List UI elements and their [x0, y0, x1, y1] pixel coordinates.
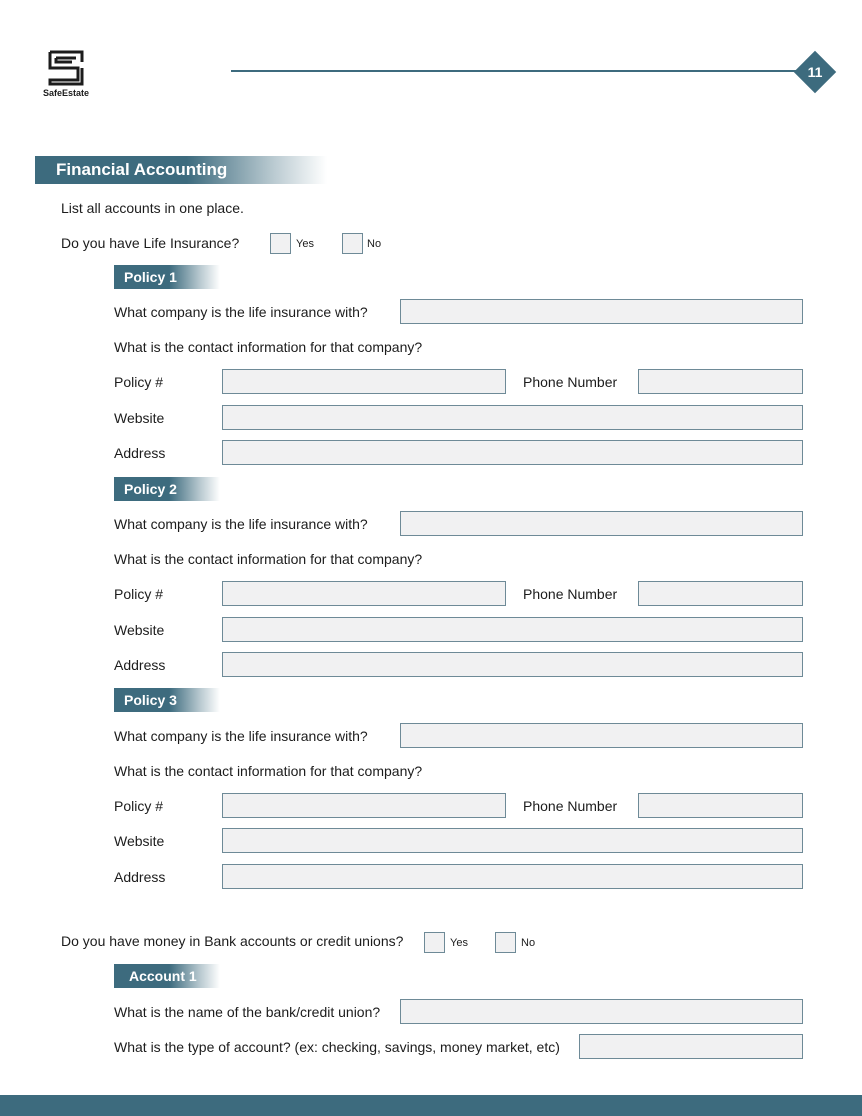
life-insurance-yes-checkbox[interactable] [270, 233, 291, 254]
policy-2-phone-label: Phone Number [523, 586, 618, 602]
bank-no-label: No [521, 937, 536, 949]
safeestate-logo-icon [48, 50, 84, 86]
policy-1-contact-question: What is the contact information for that company? [114, 339, 423, 355]
bank-question: Do you have money in Bank accounts or credit unions? [61, 933, 404, 949]
policy-2-contact-question: What is the contact information for that company? [114, 551, 423, 567]
policy-3-address-field[interactable] [222, 864, 803, 889]
header-divider [231, 70, 807, 72]
policy-2-address-label: Address [114, 657, 166, 673]
policy-1-phone-label: Phone Number [523, 374, 618, 390]
account-1-title: Account 1 [114, 964, 220, 988]
page-number: 11 [807, 64, 823, 80]
account-1-name-question: What is the name of the bank/credit union? [114, 1004, 381, 1020]
policy-1-website-label: Website [114, 410, 165, 426]
policy-2-policy-label: Policy # [114, 586, 164, 602]
brand-name: SafeEstate [42, 88, 90, 98]
policy-3-policy-number-field[interactable] [222, 793, 506, 818]
life-insurance-yes-label: Yes [296, 238, 314, 250]
policy-3-address-label: Address [114, 869, 166, 885]
policy-1-address-field[interactable] [222, 440, 803, 465]
policy-2-address-field[interactable] [222, 652, 803, 677]
account-1-name-field[interactable] [400, 999, 803, 1024]
brand-logo [36, 50, 96, 98]
policy-1-policy-label: Policy # [114, 374, 164, 390]
policy-3-website-field[interactable] [222, 828, 803, 853]
policy-1-policy-number-field[interactable] [222, 369, 506, 394]
policy-2-phone-field[interactable] [638, 581, 803, 606]
policy-3-policy-label: Policy # [114, 798, 164, 814]
policy-1-company-field[interactable] [400, 299, 803, 324]
policy-3-phone-label: Phone Number [523, 798, 618, 814]
section-title: Financial Accounting [35, 156, 327, 184]
policy-1-address-label: Address [114, 445, 166, 461]
footer-bar [0, 1095, 862, 1116]
policy-2-company-question: What company is the life insurance with? [114, 516, 368, 532]
life-insurance-no-label: No [367, 238, 382, 250]
policy-2-website-field[interactable] [222, 617, 803, 642]
policy-1-phone-field[interactable] [638, 369, 803, 394]
policy-3-phone-field[interactable] [638, 793, 803, 818]
policy-2-title: Policy 2 [114, 477, 220, 501]
policy-2-website-label: Website [114, 622, 165, 638]
policy-3-website-label: Website [114, 833, 165, 849]
policy-3-contact-question: What is the contact information for that company? [114, 763, 423, 779]
policy-3-company-field[interactable] [400, 723, 803, 748]
policy-2-company-field[interactable] [400, 511, 803, 536]
policy-1-title: Policy 1 [114, 265, 220, 289]
life-insurance-no-checkbox[interactable] [342, 233, 363, 254]
policy-3-company-question: What company is the life insurance with? [114, 728, 368, 744]
account-1-type-question: What is the type of account? (ex: checking, savings, money market, etc) [114, 1039, 560, 1055]
policy-1-company-question: What company is the life insurance with? [114, 304, 368, 320]
life-insurance-question: Do you have Life Insurance? [61, 235, 240, 251]
policy-2-policy-number-field[interactable] [222, 581, 506, 606]
section-intro: List all accounts in one place. [61, 200, 244, 216]
bank-no-checkbox[interactable] [495, 932, 516, 953]
policy-3-title: Policy 3 [114, 688, 220, 712]
bank-yes-checkbox[interactable] [424, 932, 445, 953]
account-1-type-field[interactable] [579, 1034, 803, 1059]
bank-yes-label: Yes [450, 937, 468, 949]
policy-1-website-field[interactable] [222, 405, 803, 430]
